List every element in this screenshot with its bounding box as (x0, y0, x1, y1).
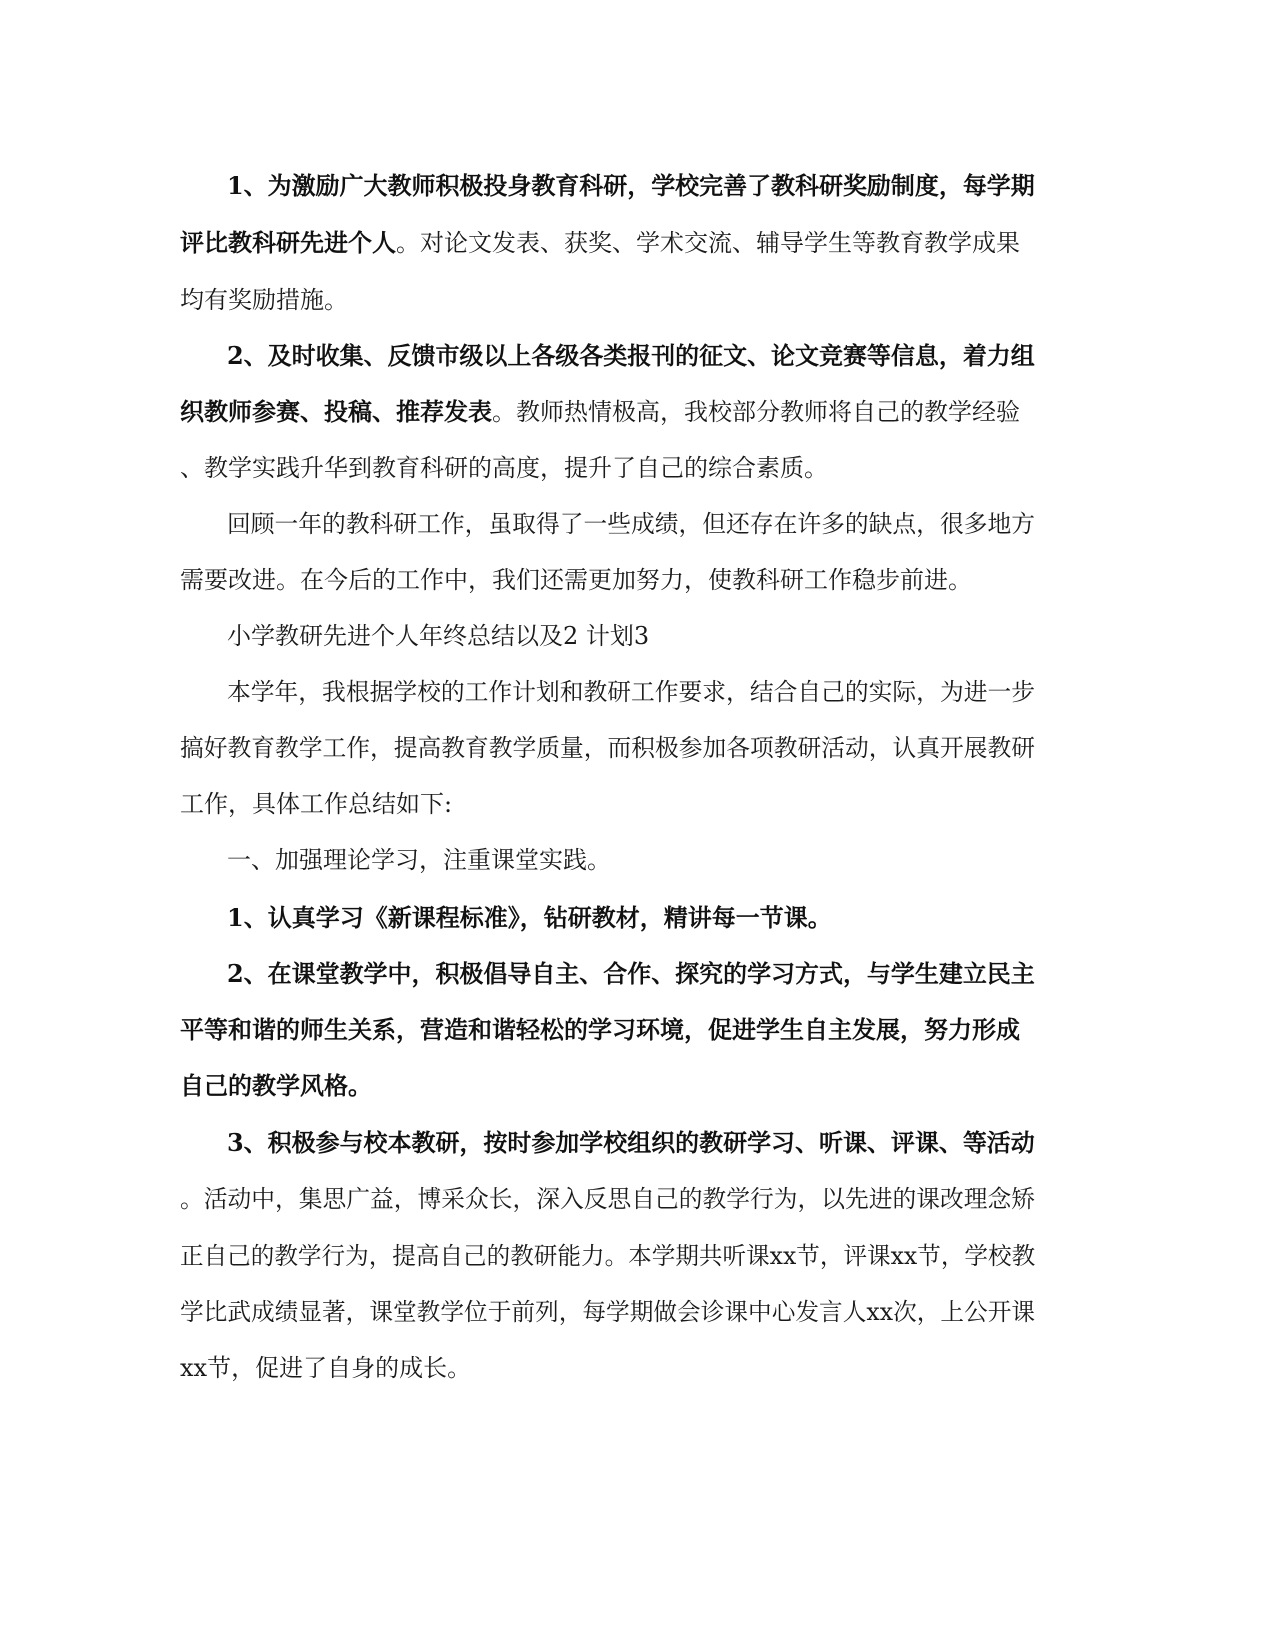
paragraph-4-line-1 (227, 676, 1035, 708)
body-text: 搞好教育教学工作，提高教育教学质量，而积极参加各项教研活动，认真开展教研 (180, 734, 1036, 762)
body-text: 回顾一年的教科研工作，虽取得了一些成绩，但还存在许多的缺点，很多地方 (227, 510, 1036, 538)
body-text: 。对论文发表、获奖、学术交流、辅导学生等教育教学成果 (396, 229, 1020, 257)
heading-1 (227, 844, 611, 876)
bold-text: 织教师参赛、投稿、推荐发表 (180, 397, 492, 426)
body-text: 本学年，我根据学校的工作计划和教研工作要求，结合自己的实际，为进一步 (227, 678, 1036, 706)
bold-text: 自己的教学风格。 (180, 1071, 372, 1100)
item-2-line-1 (227, 958, 1035, 990)
body-text: 一、加强理论学习，注重课堂实践。 (227, 846, 611, 874)
paragraph-2-line-3 (180, 452, 828, 484)
paragraph-1-line-2 (180, 227, 1020, 259)
paragraph-1-line-1 (227, 170, 1035, 202)
section-title (227, 620, 649, 652)
body-text: 正自己的教学行为，提高自己的教研能力。本学期共听课xx节，评课xx节，学校教 (180, 1242, 1036, 1270)
item-2-line-2 (180, 1014, 1020, 1046)
body-text: 、教学实践升华到教育科研的高度，提升了自己的综合素质。 (180, 454, 828, 482)
bold-text: 2、及时收集、反馈市级以上各级各类报刊的征文、论文竞赛等信息，着力组 (227, 341, 1035, 370)
bold-text: 2、在课堂教学中，积极倡导自主、合作、探究的学习方式，与学生建立民主 (227, 959, 1035, 988)
bold-text: 1、认真学习《新课程标准》，钻研教材，精讲每一节课。 (227, 903, 832, 932)
body-text: xx节，促进了自身的成长。 (180, 1354, 472, 1382)
item-1 (227, 902, 832, 934)
bold-text: 评比教科研先进个人 (180, 228, 396, 257)
paragraph-3-line-2 (180, 564, 972, 596)
body-text: 学比武成绩显著，课堂教学位于前列，每学期做会诊课中心发言人xx次，上公开课 (180, 1298, 1036, 1326)
paragraph-1-line-3 (180, 284, 348, 316)
body-text: 。活动中，集思广益，博采众长，深入反思自己的教学行为，以先进的课改理念矫 (180, 1185, 1036, 1213)
item-2-line-3 (180, 1070, 372, 1102)
item-3-line-4 (180, 1296, 1035, 1328)
item-3-line-2 (180, 1183, 1035, 1215)
paragraph-3-line-1 (227, 508, 1035, 540)
item-3-line-5 (180, 1352, 471, 1384)
body-text: 。教师热情极高，我校部分教师将自己的教学经验 (492, 398, 1020, 426)
body-text: 工作，具体工作总结如下: (180, 790, 453, 818)
body-text: 均有奖励措施。 (180, 286, 348, 314)
body-text: 需要改进。在今后的工作中，我们还需更加努力，使教科研工作稳步前进。 (180, 566, 972, 594)
item-3-line-3 (180, 1240, 1035, 1272)
bold-text: 平等和谐的师生关系，营造和谐轻松的学习环境，促进学生自主发展，努力形成 (180, 1015, 1020, 1044)
body-text: 小学教研先进个人年终总结以及2 计划3 (227, 622, 650, 650)
paragraph-2-line-1 (227, 340, 1035, 372)
paragraph-4-line-3 (180, 788, 452, 820)
paragraph-4-line-2 (180, 732, 1035, 764)
item-3-line-1 (227, 1127, 1035, 1159)
bold-text: 3、积极参与校本教研，按时参加学校组织的教研学习、听课、评课、等活动 (227, 1128, 1035, 1157)
paragraph-2-line-2 (180, 396, 1020, 428)
bold-text: 1、为激励广大教师积极投身教育科研，学校完善了教科研奖励制度，每学期 (227, 171, 1035, 200)
